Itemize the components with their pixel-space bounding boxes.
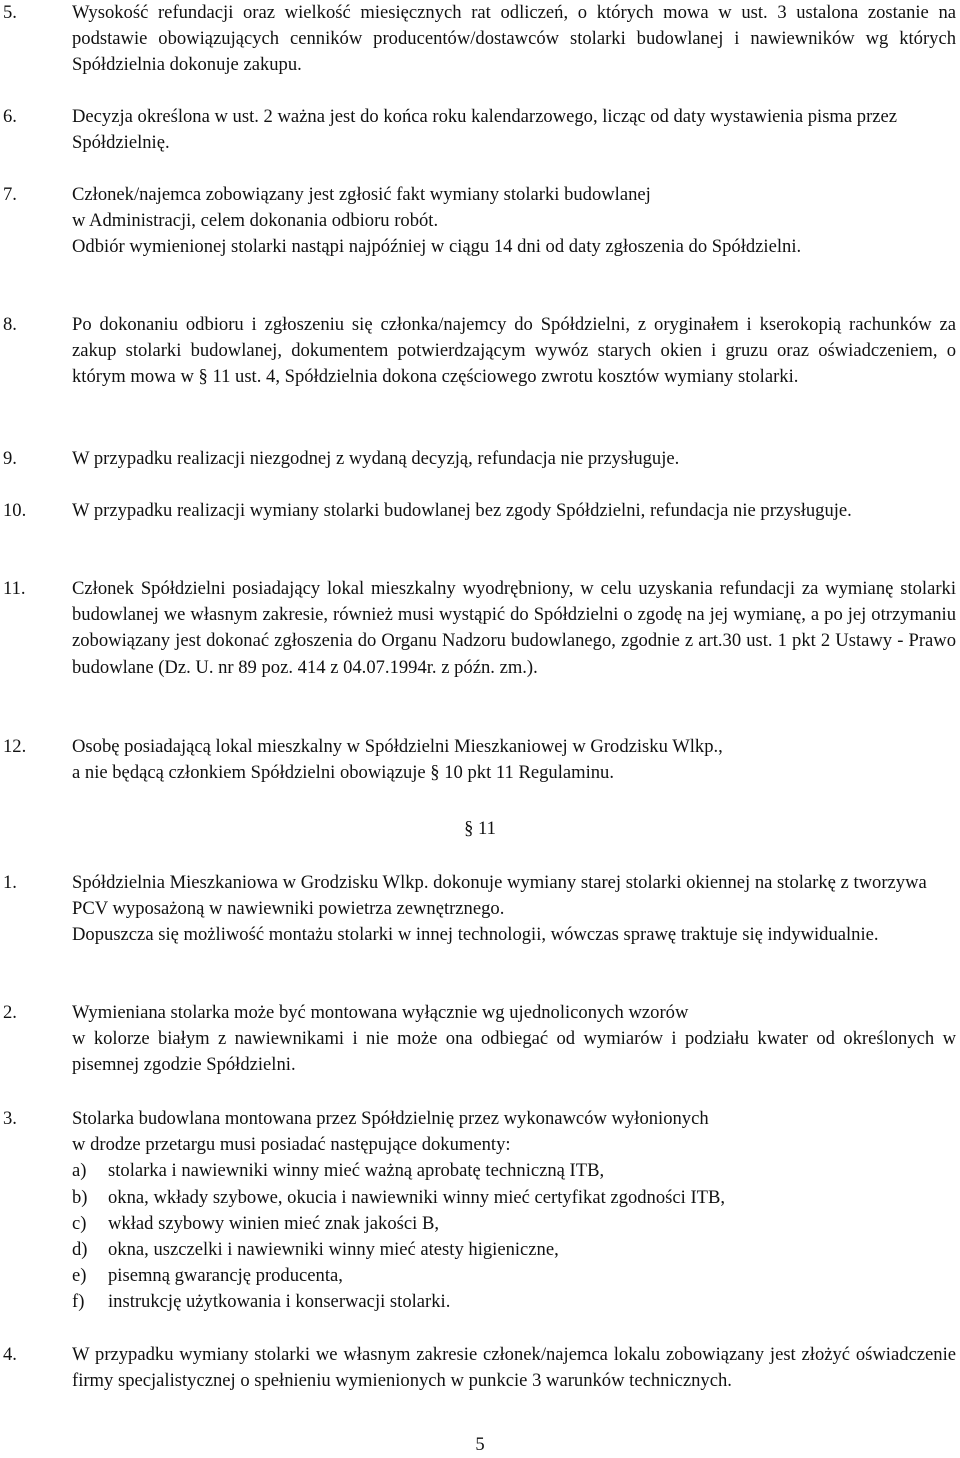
list-item-11 bbox=[0, 576, 956, 681]
item-text: W przypadku wymiany stolarki we własnym zakresie członek/najemca lokalu zobowiązany jest złożyć oświadczenie firmy specjalistycznej o spełnieniu wymienionych w punkcie 3 warunków technicznych. bbox=[72, 1344, 956, 1392]
list-item-12 bbox=[0, 734, 956, 786]
list-item-6 bbox=[0, 104, 956, 156]
item-number: 7. bbox=[3, 184, 17, 205]
item-number: 10. bbox=[3, 500, 27, 521]
section-item-3 bbox=[0, 1106, 956, 1316]
item-text: W przypadku realizacji niezgodnej z wydaną decyzją, refundacja nie przysługuje. bbox=[72, 448, 680, 469]
section-item-4 bbox=[0, 1342, 956, 1394]
list-item-10 bbox=[0, 498, 956, 524]
sub-item-e: e) pisemną gwarancję producenta, bbox=[72, 1265, 343, 1287]
page-number: 5 bbox=[475, 1434, 485, 1455]
item-number: 9. bbox=[3, 448, 17, 469]
item-text: Po dokonaniu odbioru i zgłoszeniu się członka/najemcy do Spółdzielni, z oryginałem i kserokopią rachunków za zakup stolarki budowlanej, dokumentem potwierdzającym wywóz starych okien i gruzu oraz oświadczeniem, o którym mowa w § 11 ust. 4, Spółdzielnia dokona częściowego zwrotu kosztów wymiany stolarki. bbox=[72, 314, 956, 388]
item-number: 12. bbox=[3, 736, 27, 757]
item-text: Wysokość refundacji oraz wielkość miesięcznych rat odliczeń, o których mowa w ust. 3 ustalona zostanie na podstawie obowiązujących cenników producentów/dostawców stolarki budowlanej i nawiewników wg których Spółdzielnia dokonuje zakupu. bbox=[72, 2, 956, 76]
item-number: 6. bbox=[3, 106, 17, 127]
item-text: Decyzja określona w ust. 2 ważna jest do końca roku kalendarzowego, licząc od daty wystawienia pisma przez Spółdzielnię. bbox=[72, 106, 898, 154]
sub-item-b: b) okna, wkłady szybowe, okucia i nawiewniki winny mieć certyfikat zgodności ITB, bbox=[72, 1186, 726, 1208]
sub-item-c: c) wkład szybowy winien mieć znak jakości B, bbox=[72, 1212, 439, 1234]
item-text: Członek Spółdzielni posiadający lokal mieszkalny wyodrębniony, w celu uzyskania refundacji za wymianę stolarki budowlanej we własnym zakresie, również musi wystąpić do Spółdzielni o zgodę na jej wymianę, a po jej otrzymaniu zobowiązany jest dokonać zgłoszenia do Organu Nadzoru budowlanego, zgodnie z art.30 ust. 1 pkt 2 Ustawy - Prawo budowlane (Dz. U. nr 89 poz. 414 z 04.07.1994r. z późn. zm.). bbox=[72, 578, 956, 678]
item-number: 8. bbox=[3, 314, 17, 335]
item-number: 5. bbox=[3, 2, 17, 23]
item-text: Wymieniana stolarka może być montowana wyłącznie wg ujednoliconych wzorów w kolorze białym z nawiewnikami i nie może ona odbiegać od wymiarów i podziału kwater od określonych w pisemnej zgodzie Spółdzielni. bbox=[72, 1002, 956, 1076]
item-number: 2. bbox=[3, 1002, 17, 1023]
section-heading: § 11 bbox=[464, 818, 496, 839]
item-number: 1. bbox=[3, 872, 17, 893]
item-text: W przypadku realizacji wymiany stolarki budowlanej bez zgody Spółdzielni, refundacja nie przysługuje. bbox=[72, 500, 852, 521]
item-text: Spółdzielnia Mieszkaniowa w Grodzisku Wlkp. dokonuje wymiany starej stolarki okiennej na stolarkę z tworzywa PCV wyposażoną w nawiewniki powietrza zewnętrznego. Dopuszcza się możliwość montażu stolarki w innej technologii, wówczas sprawę traktuje się indywidualnie. bbox=[72, 872, 927, 946]
list-item-9 bbox=[0, 446, 956, 472]
list-item-8 bbox=[0, 312, 956, 391]
item-number: 11. bbox=[3, 578, 26, 599]
sub-item-a: a) stolarka i nawiewniki winny mieć ważną aprobatę techniczną ITB, bbox=[72, 1160, 605, 1182]
item-text: Członek/najemca zobowiązany jest zgłosić fakt wymiany stolarki budowlanej w Administracji, celem dokonania odbioru robót. Odbiór wymienionej stolarki nastąpi najpóźniej w ciągu 14 dni od daty zgłoszenia do Spółdzielni. bbox=[72, 184, 802, 258]
item-number: 3. bbox=[3, 1108, 17, 1129]
sub-item-d: d) okna, uszczelki i nawiewniki winny mieć atesty higieniczne, bbox=[72, 1239, 559, 1261]
list-item-5 bbox=[0, 0, 956, 79]
section-item-2 bbox=[0, 1000, 956, 1079]
section-item-1 bbox=[0, 870, 956, 949]
item-number: 4. bbox=[3, 1344, 17, 1365]
item-text: Osobę posiadającą lokal mieszkalny w Spółdzielni Mieszkaniowej w Grodzisku Wlkp., a nie będącą członkiem Spółdzielni obowiązuje § 10 pkt 11 Regulaminu. bbox=[72, 736, 723, 784]
list-item-7 bbox=[0, 182, 956, 261]
item-text: Stolarka budowlana montowana przez Spółdzielnię przez wykonawców wyłonionych w drodze przetargu musi posiadać następujące dokumenty: a) stolarka i nawiewniki winny mieć ważną aprobatę techniczną ITB, b) okna, wkłady szybowe, okucia i nawiewniki winny mieć certyfikat zgodności ITB, c) wkład szybowy winien mieć znak jakości B, d) okna, uszczelki i nawiewniki winny mieć atesty higieniczne, e) pisemną gwarancję producenta, f) instrukcję użytkowania i konserwacji stolarki. bbox=[72, 1106, 956, 1316]
sub-item-f: f) instrukcję użytkowania i konserwacji stolarki. bbox=[72, 1291, 451, 1313]
